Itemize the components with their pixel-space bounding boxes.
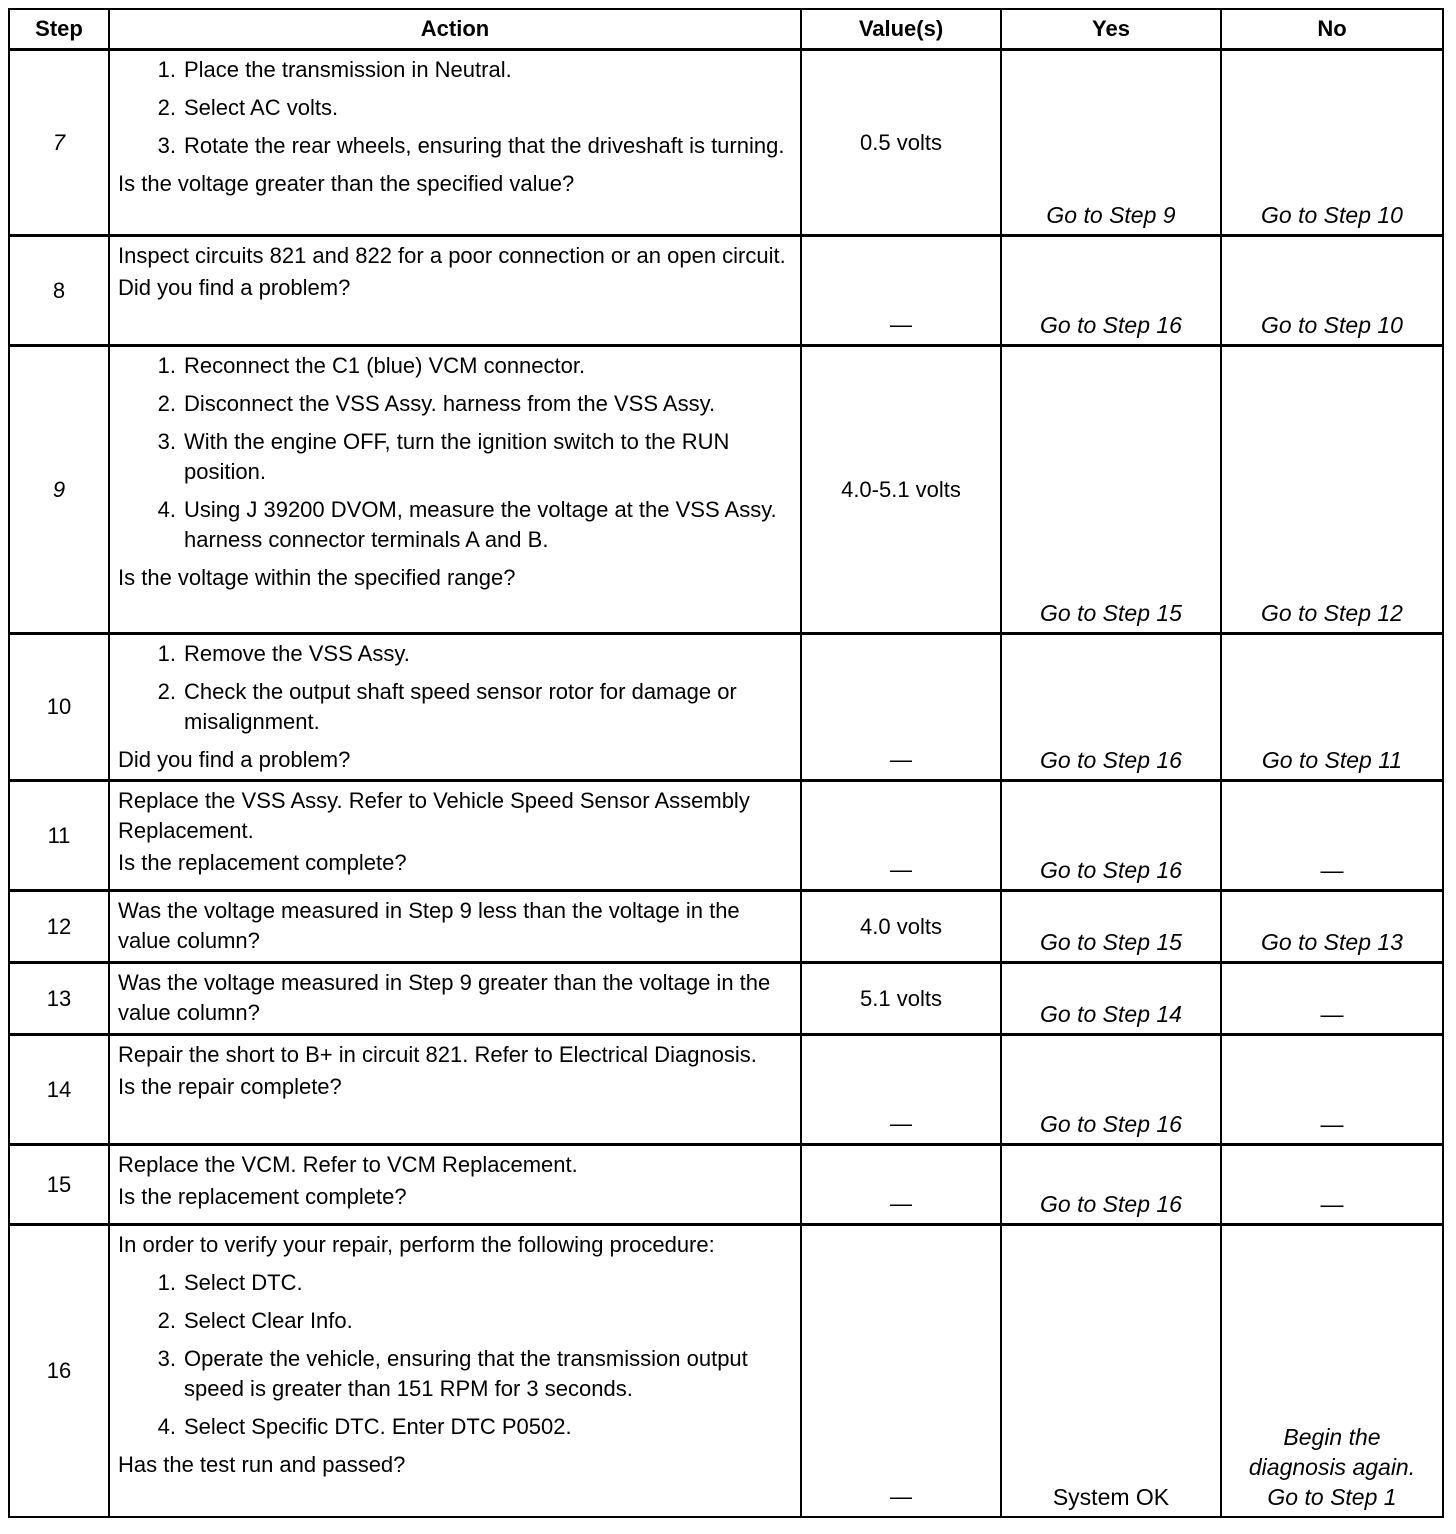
yes-cell: System OK: [1001, 1225, 1221, 1517]
list-item-text: Select AC volts.: [184, 95, 339, 120]
action-cell: [109, 236, 801, 346]
action-cell: [109, 50, 801, 236]
table-row: [9, 963, 1443, 1035]
list-item-text: Check the output shaft speed sensor rotor for damage or misalignment.: [184, 679, 737, 734]
list-item-text: Reconnect the C1 (blue) VCM connector.: [184, 353, 586, 378]
step-number: 16: [9, 1225, 109, 1517]
action-text: Replace the VCM. Refer to VCM Replacement.: [118, 1152, 578, 1177]
list-item-number: 4.: [157, 1414, 176, 1439]
list-item-number: 2.: [157, 679, 176, 704]
list-item: [118, 351, 792, 381]
list-item: [118, 389, 792, 419]
yes-cell: Go to Step 14: [1001, 963, 1221, 1035]
action-question: Is the voltage greater than the specified value?: [118, 171, 575, 196]
list-item-text: Operate the vehicle, ensuring that the transmission output speed is greater than 151 RPM for 3 seconds.: [184, 1346, 748, 1401]
value-cell: —: [801, 236, 1001, 346]
list-item-number: 4.: [157, 497, 176, 522]
list-item-text: Rotate the rear wheels, ensuring that the driveshaft is turning.: [184, 133, 785, 158]
no-cell: Go to Step 12: [1221, 346, 1443, 634]
value-cell: —: [801, 1145, 1001, 1225]
step-number: 11: [9, 781, 109, 891]
action-text: Was the voltage measured in Step 9 greater than the voltage in the value column?: [118, 970, 771, 1025]
yes-cell: Go to Step 16: [1001, 1145, 1221, 1225]
value-cell: 0.5 volts: [801, 50, 1001, 236]
list-item-number: 2.: [157, 1308, 176, 1333]
list-item: [118, 55, 792, 85]
list-item: [118, 1344, 792, 1404]
list-item-number: 2.: [157, 391, 176, 416]
action-cell: [109, 1225, 801, 1517]
action-cell: [109, 781, 801, 891]
table-row: [9, 50, 1443, 236]
list-item-text: Place the transmission in Neutral.: [184, 57, 512, 82]
list-item: [118, 677, 792, 737]
list-item-number: 1.: [157, 641, 176, 666]
header-values: Value(s): [801, 9, 1001, 50]
action-cell: [109, 1145, 801, 1225]
action-text: Inspect circuits 821 and 822 for a poor connection or an open circuit.: [118, 243, 786, 268]
step-number: 15: [9, 1145, 109, 1225]
header-no: No: [1221, 9, 1443, 50]
table-row: [9, 891, 1443, 963]
no-cell: Go to Step 13: [1221, 891, 1443, 963]
table-row: [9, 1145, 1443, 1225]
action-question: Is the replacement complete?: [118, 850, 407, 875]
list-item-text: Select DTC.: [184, 1270, 303, 1295]
list-item-text: Remove the VSS Assy.: [184, 641, 410, 666]
no-cell: Go to Step 10: [1221, 236, 1443, 346]
table-row: [9, 346, 1443, 634]
list-item-text: With the engine OFF, turn the ignition switch to the RUN position.: [184, 429, 730, 484]
table-row: [9, 781, 1443, 891]
list-item: [118, 1306, 792, 1336]
yes-cell: Go to Step 9: [1001, 50, 1221, 236]
action-text: Repair the short to B+ in circuit 821. Refer to Electrical Diagnosis.: [118, 1042, 757, 1067]
list-item: [118, 1412, 792, 1442]
list-item: [118, 93, 792, 123]
action-question: Is the repair complete?: [118, 1074, 342, 1099]
list-item-number: 2.: [157, 95, 176, 120]
action-text: Replace the VSS Assy. Refer to Vehicle Speed Sensor Assembly Replacement.: [118, 788, 750, 843]
step-number: 9: [9, 346, 109, 634]
list-item-number: 1.: [157, 1270, 176, 1295]
list-item-number: 3.: [157, 133, 176, 158]
list-item: [118, 639, 792, 669]
value-cell: —: [801, 1225, 1001, 1517]
value-cell: 5.1 volts: [801, 963, 1001, 1035]
yes-cell: Go to Step 15: [1001, 891, 1221, 963]
no-cell: —: [1221, 1145, 1443, 1225]
list-item: [118, 1268, 792, 1298]
value-cell: —: [801, 1035, 1001, 1145]
no-cell: —: [1221, 1035, 1443, 1145]
list-item: [118, 495, 792, 555]
action-question: Did you find a problem?: [118, 747, 351, 772]
list-item: [118, 427, 792, 487]
diagnostic-table: [8, 8, 1444, 1518]
yes-cell: Go to Step 16: [1001, 1035, 1221, 1145]
yes-cell: Go to Step 16: [1001, 781, 1221, 891]
table-row: [9, 1035, 1443, 1145]
action-question: Is the voltage within the specified range?: [118, 565, 516, 590]
list-item: [118, 131, 792, 161]
list-item-number: 1.: [157, 353, 176, 378]
table-row: [9, 236, 1443, 346]
list-item-text: Disconnect the VSS Assy. harness from the VSS Assy.: [184, 391, 716, 416]
step-number: 7: [9, 50, 109, 236]
step-number: 13: [9, 963, 109, 1035]
action-question: Did you find a problem?: [118, 275, 351, 300]
action-cell: [109, 963, 801, 1035]
action-question: Is the replacement complete?: [118, 1184, 407, 1209]
yes-cell: Go to Step 16: [1001, 236, 1221, 346]
step-number: 14: [9, 1035, 109, 1145]
action-cell: [109, 346, 801, 634]
yes-cell: Go to Step 16: [1001, 634, 1221, 781]
action-steps-list: [118, 1268, 792, 1442]
list-item-text: Select Specific DTC. Enter DTC P0502.: [184, 1414, 572, 1439]
header-action: Action: [109, 9, 801, 50]
yes-cell: Go to Step 15: [1001, 346, 1221, 634]
step-number: 10: [9, 634, 109, 781]
action-cell: [109, 1035, 801, 1145]
header-yes: Yes: [1001, 9, 1221, 50]
no-cell: —: [1221, 781, 1443, 891]
list-item-text: Using J 39200 DVOM, measure the voltage at the VSS Assy. harness connector terminals A and B.: [184, 497, 777, 552]
no-cell: Go to Step 10: [1221, 50, 1443, 236]
value-cell: 4.0 volts: [801, 891, 1001, 963]
action-text: In order to verify your repair, perform the following procedure:: [118, 1232, 715, 1257]
value-cell: 4.0-5.1 volts: [801, 346, 1001, 634]
list-item-number: 1.: [157, 57, 176, 82]
action-question: Has the test run and passed?: [118, 1452, 406, 1477]
no-cell: Go to Step 11: [1221, 634, 1443, 781]
action-steps-list: [118, 351, 792, 555]
value-cell: —: [801, 634, 1001, 781]
action-cell: [109, 634, 801, 781]
action-steps-list: [118, 55, 792, 161]
no-cell: Begin the diagnosis again. Go to Step 1: [1221, 1225, 1443, 1517]
value-cell: —: [801, 781, 1001, 891]
list-item-number: 3.: [157, 1346, 176, 1371]
step-number: 8: [9, 236, 109, 346]
header-row: [9, 9, 1443, 50]
no-cell: —: [1221, 963, 1443, 1035]
action-cell: [109, 891, 801, 963]
step-number: 12: [9, 891, 109, 963]
action-text: Was the voltage measured in Step 9 less than the voltage in the value column?: [118, 898, 740, 953]
list-item-text: Select Clear Info.: [184, 1308, 353, 1333]
table-row: [9, 1225, 1443, 1517]
diagnostic-table-container: [8, 8, 1442, 1518]
list-item-number: 3.: [157, 429, 176, 454]
header-step: Step: [9, 9, 109, 50]
action-steps-list: [118, 639, 792, 737]
table-row: [9, 634, 1443, 781]
